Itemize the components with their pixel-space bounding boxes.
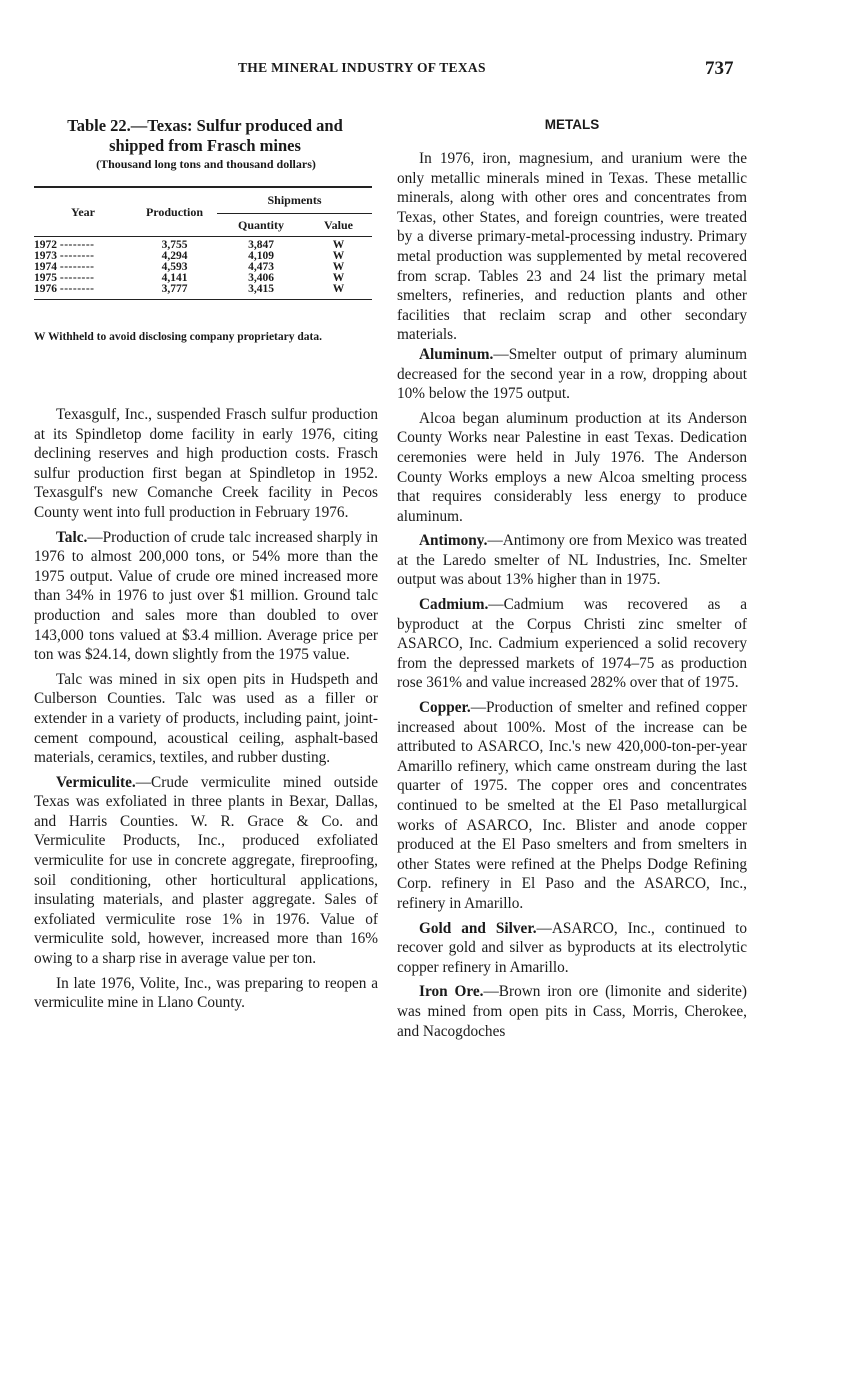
- cell-production: 3,755: [161, 239, 188, 251]
- paragraph-gold-silver: [397, 919, 747, 978]
- col-header-year: Year: [34, 187, 132, 237]
- col-header-shipments: Shipments: [217, 187, 372, 214]
- cell-quantity: 4,109: [248, 250, 274, 262]
- run-in-heading: Vermiculite.: [56, 773, 136, 791]
- paragraph-cadmium: [397, 595, 747, 693]
- cell-production: 4,593: [161, 261, 188, 273]
- run-in-heading: Copper.: [419, 699, 471, 717]
- paragraph-iron-ore: [397, 982, 747, 1041]
- paragraph-text: —Antimony ore from Mexico was treated at the Laredo smelter of NL Industries, Inc. Smelter output was about 13% higher than in 1975.: [397, 532, 747, 589]
- left-column: [34, 405, 378, 1013]
- cell-production: 4,294: [161, 250, 188, 262]
- paragraph-text: —Production of crude talc increased sharply in 1976 to almost 200,000 tons, or 54% more than the 1975 output. Value of crude ore mined increased more than 34% in 1976 to just over $1 million. Ground talc production and sales more than doubled to over 143,000 tons valued at $3.4 million. Average price per ton was $24.14, down slightly from the 1975 value.: [34, 528, 378, 664]
- paragraph-volite: In late 1976, Volite, Inc., was preparing to reopen a vermiculite mine in Llano County.: [34, 974, 378, 1012]
- cell-quantity: 4,473: [248, 261, 274, 273]
- leader-dots: --------: [59, 283, 95, 295]
- col-header-value: Value: [305, 214, 372, 237]
- paragraph-copper: [397, 698, 747, 914]
- cell-production: 3,777: [132, 284, 217, 300]
- col-header-production: Production: [132, 187, 217, 237]
- paragraph-text: —Smelter output of primary aluminum decreased for the second year in a row, dropping about 10% below the 1975 output.: [397, 345, 747, 403]
- sulfur-table: [34, 186, 372, 300]
- table-row: [34, 237, 372, 252]
- table-footnote: W Withheld to avoid disclosing company proprietary data.: [34, 331, 322, 343]
- cell-value: W: [332, 272, 345, 284]
- cell-value: W: [332, 261, 345, 273]
- col-header-quantity: Quantity: [217, 214, 305, 237]
- paragraph-text: —ASARCO, Inc., continued to recover gold and silver as byproducts at its electrolytic copper refinery in Amarillo.: [397, 919, 747, 976]
- leader-dots: --------: [59, 261, 95, 273]
- table-title: [40, 116, 370, 156]
- run-in-heading: Aluminum.: [419, 345, 494, 363]
- paragraph-talc: [34, 528, 378, 665]
- paragraph-text: —Brown iron ore (limonite and siderite) was mined from open pits in Cass, Morris, Cherokee, and Nacogdoches: [397, 983, 747, 1040]
- paragraph-talc-mining: Talc was mined in six open pits in Hudspeth and Culberson Counties. Talc was used as a filler or extender in a variety of products, including paint, joint-cement compound, acoustical ceiling, asphalt-based materials, ceramics, textiles, and rubber dusting.: [34, 670, 378, 767]
- paragraph-text: —Production of smelter and refined copper increased about 100%. Most of the increase can be attributed to ASARCO, Inc.'s new 420,000-ton-per-year Amarillo refinery, which came onstream during the last quarter of 1975. The copper ores and concentrates continued to be smelted at the El Paso metallurgical works of ASARCO, Inc. Blister and anode copper produced at the El Paso smelters and from smelters in other States were refined at the Phelps Dodge Refining Corp. refinery in El Paso and the ASARCO, Inc., refinery in Amarillo.: [397, 699, 747, 912]
- cell-production: 4,141: [161, 272, 188, 284]
- leader-dots: --------: [59, 239, 95, 251]
- cell-year: 1972: [34, 239, 57, 251]
- cell-value: W: [332, 239, 345, 251]
- table-title-line2: shipped from Frasch mines: [109, 136, 301, 155]
- paragraph-texasgulf: Texasgulf, Inc., suspended Frasch sulfur production at its Spindletop dome facility in early 1976, citing declining reserves and high production costs. Frasch sulfur production first began at Spindletop in 1952. Texasgulf's new Comanche Creek facility in Pecos County went into full production in February 1976.: [34, 406, 378, 521]
- cell-quantity: 3,847: [248, 239, 274, 251]
- paragraph-text: —Crude vermiculite mined outside Texas was exfoliated in three plants in Bexar, Dallas, and Harris Counties. W. R. Grace & Co. and Vermiculite Products, Inc., produced exfoliated vermiculite for use in concrete aggregate, fireproofing, soil conditioning, other horticultural applications, insulating materials, and plaster aggregate. Sales of exfoliated vermiculite rose 1% in 1976. Value of vermiculite sold, however, increased more than 16% owing to a sharp rise in average value per ton.: [34, 773, 378, 968]
- paragraph-text: —Cadmium was recovered as a byproduct at the Corpus Christi zinc smelter of ASARCO, Inc. Cadmium experienced a solid recovery from the depressed markets of 1974–75 as production rose 361% and value increased 282% over that of 1975.: [397, 596, 747, 692]
- section-heading-metals: METALS: [544, 117, 600, 132]
- cell-year: 1974: [34, 261, 57, 273]
- cell-year: 1976: [34, 283, 57, 295]
- paragraph-alcoa: Alcoa began aluminum production at its Anderson County Works near Palestine in east Texas. Dedication ceremonies were held in July 1976. The Anderson County Works employs a new Alcoa smelting process that requires considerably less energy to produce aluminum.: [397, 409, 747, 525]
- run-in-heading: Antimony.: [419, 532, 488, 550]
- run-in-heading: Cadmium.: [419, 596, 489, 614]
- run-in-heading: Gold and Silver.: [419, 919, 537, 937]
- paragraph-metals-intro: In 1976, iron, magnesium, and uranium were the only metallic minerals mined in Texas. These metallic minerals, along with other ores and concentrates from Texas, other States, and foreign countries, were treated by a diverse primary-metal-processing industry. Primary metal production was supplemented by metal recovered from scrap. Tables 23 and 24 list the primary metal smelters, refineries, and reduction plants and other facilities that reclaim scrap and other secondary materials.: [397, 150, 747, 344]
- cell-value: W: [332, 250, 345, 262]
- cell-quantity: 3,406: [248, 272, 274, 284]
- paragraph-vermiculite: [34, 773, 378, 969]
- run-in-heading: Iron Ore.: [419, 983, 484, 1001]
- leader-dots: --------: [59, 250, 95, 262]
- right-column: [397, 149, 747, 1041]
- leader-dots: --------: [59, 272, 95, 284]
- paragraph-antimony: [397, 531, 747, 590]
- run-in-heading: Talc.: [56, 528, 88, 546]
- table-title-line1: Table 22.—Texas: Sulfur produced and: [67, 116, 343, 135]
- cell-quantity: 3,415: [217, 284, 305, 300]
- cell-year: 1975: [34, 272, 57, 284]
- cell-year: 1973: [34, 250, 57, 262]
- cell-value: W: [305, 284, 372, 300]
- running-head: THE MINERAL INDUSTRY OF TEXAS: [238, 60, 486, 75]
- table-subtitle: (Thousand long tons and thousand dollars): [96, 157, 316, 171]
- paragraph-aluminum: [397, 345, 747, 404]
- table-row: [34, 284, 372, 300]
- page-number: 737: [705, 58, 734, 79]
